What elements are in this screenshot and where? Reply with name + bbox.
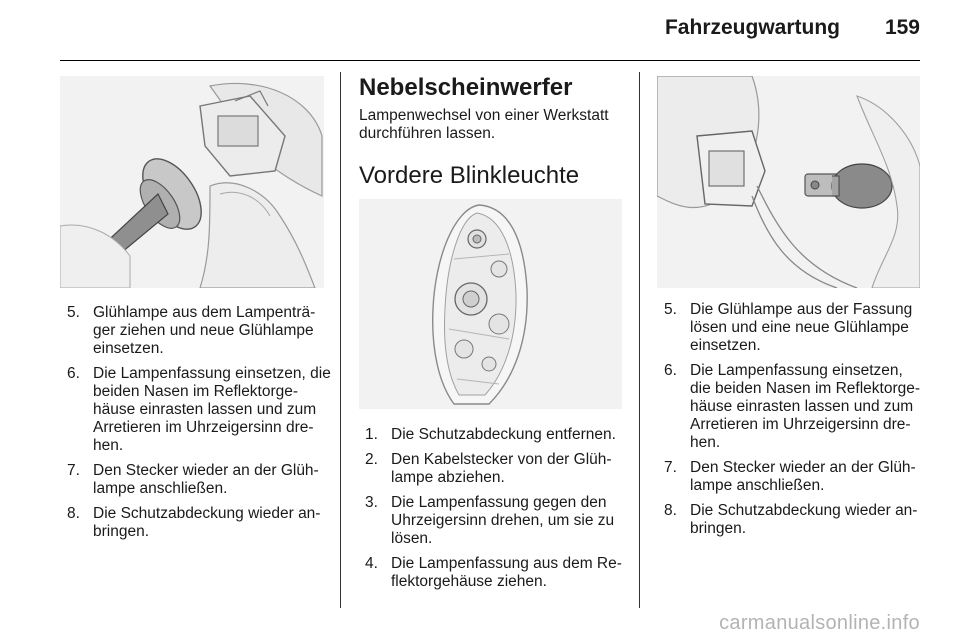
list-item: 4. Die Lampenfassung aus dem Re- flektorgehäuse ziehen. (365, 555, 622, 590)
header-divider (60, 60, 920, 61)
section-title-fog-lights: Nebelscheinwerfer (359, 74, 573, 101)
list-item: 6. Die Lampenfassung einsetzen, die beiden Nasen im Reflektorge- häuse einrasten lassen und zum Arretieren im Uhrzeigersinn dre- hen. (67, 365, 331, 454)
section-title-front-indicator: Vordere Blinkleuchte (359, 162, 580, 189)
turn-signal-bulb-drawing (657, 76, 920, 288)
list-item: 2. Den Kabelstecker von der Glüh- lampe abziehen. (365, 451, 612, 486)
list-item: 7. Den Stecker wieder an der Glüh- lampe anschließen. (664, 459, 916, 494)
list-item: 5. Glühlampe aus dem Lampenträ- ger ziehen und neue Glühlampe einsetzen. (67, 304, 316, 357)
chapter-title: Fahrzeugwartung (664, 16, 840, 39)
list-item: 1. Die Schutzabdeckung entfernen. (365, 426, 616, 443)
list-item: 6. Die Lampenfassung einsetzen, die beiden Nasen im Reflektorge- häuse einrasten lassen und zum Arretieren im Uhrzeigersinn dre- hen. (664, 362, 921, 451)
instruction-list-left (67, 304, 333, 548)
turn-signal-housing-illustration (359, 199, 622, 409)
page-number: 159 (884, 16, 920, 39)
list-item: 8. Die Schutzabdeckung wieder an- bringen. (67, 505, 321, 540)
instruction-list-middle (365, 426, 633, 598)
turn-signal-bulb-illustration (657, 76, 920, 288)
halogen-bulb-drawing (60, 76, 324, 288)
fog-lights-text: Lampenwechsel von einer Werkstatt durchführen lassen. (359, 107, 609, 142)
list-item: 8. Die Schutzabdeckung wieder an- bringen. (664, 502, 918, 537)
column-divider-right (639, 72, 640, 608)
list-item: 5. Die Glühlampe aus der Fassung lösen und eine neue Glühlampe einsetzen. (664, 301, 913, 354)
list-item: 3. Die Lampenfassung gegen den Uhrzeigersinn drehen, um sie zu lösen. (365, 494, 615, 547)
halogen-bulb-illustration (60, 76, 324, 288)
watermark: carmanualsonline.info (719, 612, 920, 634)
column-divider-left (340, 72, 341, 608)
list-item: 7. Den Stecker wieder an der Glüh- lampe anschließen. (67, 462, 319, 497)
turn-signal-housing-drawing (359, 199, 622, 409)
page-header (0, 0, 960, 62)
instruction-list-right (664, 301, 926, 545)
